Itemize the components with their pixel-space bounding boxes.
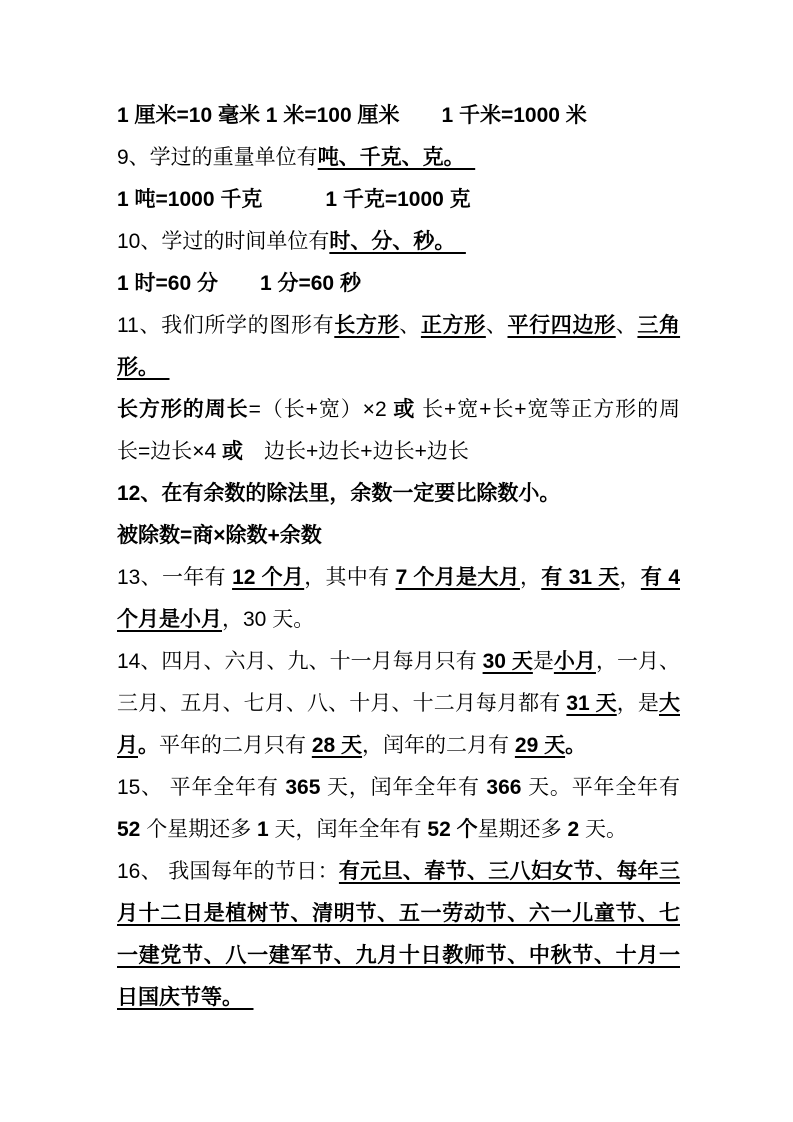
text-run: 13、一年有: [117, 566, 233, 589]
text-run: 日国庆节等。: [117, 986, 254, 1009]
text-run: ，30 天。: [222, 608, 315, 631]
text-run: 366: [486, 776, 522, 799]
text-run: 31 天: [566, 692, 617, 715]
text-line: [117, 641, 680, 683]
text-run: 边长+边长+边长+边长: [243, 440, 469, 463]
text-run: 或: [222, 440, 244, 463]
text-line: [117, 179, 680, 221]
text-line: [117, 389, 680, 431]
text-run: 天。: [579, 818, 627, 841]
text-line: [117, 95, 680, 137]
text-run: ，是: [616, 692, 659, 715]
text-run: 7 个月是大月: [395, 566, 520, 589]
text-run: 月: [117, 734, 138, 757]
text-line: [117, 767, 680, 809]
text-run: 星期还多: [477, 818, 568, 841]
text-run: 1 厘米=10 毫米 1 米=100 厘米 1 千米=1000 米: [117, 104, 587, 127]
text-run: 9、学过的重量单位有: [117, 146, 318, 169]
text-run: 长+宽+长+宽等正方形的周: [415, 398, 681, 421]
text-run: 长方形: [334, 314, 400, 337]
text-line: [117, 851, 680, 893]
text-run: 长=边长×4: [117, 440, 223, 463]
text-run: 形。: [117, 356, 170, 379]
text-run: 365: [285, 776, 321, 799]
text-line: [117, 599, 680, 641]
text-run: ，闰年的二月有: [362, 734, 515, 757]
text-run: 是: [532, 650, 554, 673]
text-run: 一建党节、八一建军节、九月十日教师节、中秋节、十月一: [117, 944, 680, 967]
text-run: 个星期还多: [140, 818, 258, 841]
text-run: 被除数=商×除数+余数: [117, 524, 322, 547]
text-run: 或: [393, 398, 416, 421]
text-line: [117, 137, 680, 179]
text-line: [117, 809, 680, 851]
text-line: [117, 557, 680, 599]
text-run: 月十二日是植树节、清明节、五一劳动节、六一儿童节、七: [117, 902, 680, 925]
text-run: 、: [485, 314, 508, 337]
text-run: 12 个月: [232, 566, 305, 589]
text-run: 有 31 天: [541, 566, 620, 589]
text-line: [117, 725, 680, 767]
text-line: [117, 977, 680, 1019]
text-run: 长方形的周长: [117, 398, 249, 421]
text-run: 28 天: [311, 734, 363, 757]
text-run: 16、 我国每年的节日：: [117, 860, 339, 883]
text-run: 平行四边形: [507, 314, 616, 337]
text-run: 天，闰年全年有: [268, 818, 428, 841]
text-run: 吨、千克、克。: [317, 146, 476, 169]
text-run: 11、我们所学的图形有: [117, 314, 335, 337]
text-run: 三月、五月、七月、八、十月、十二月每月都有: [117, 692, 567, 715]
text-run: 个月是小月: [117, 608, 222, 631]
text-line: [117, 305, 680, 347]
text-run: 天，闰年全年有: [320, 776, 487, 799]
text-run: 1 时=60 分 1 分=60 秒: [117, 272, 361, 295]
text-run: 小月: [553, 650, 596, 673]
text-run: 2: [567, 818, 580, 841]
document-body: [117, 95, 680, 1019]
text-run: 12、在有余数的除法里，余数一定要比除数小。: [117, 482, 561, 505]
text-line: [117, 683, 680, 725]
text-run: 。: [138, 734, 159, 757]
text-run: 时、分、秒。: [329, 230, 466, 253]
text-run: 1 吨=1000 千克 1 千克=1000 克: [117, 188, 471, 211]
text-run: 天。平年全年有: [521, 776, 680, 799]
text-line: [117, 893, 680, 935]
text-run: =（长+宽）×2: [248, 398, 394, 421]
text-run: 1: [257, 818, 269, 841]
text-line: [117, 221, 680, 263]
text-run: 30 天: [482, 650, 533, 673]
text-line: [117, 263, 680, 305]
text-run: ，一月、: [595, 650, 681, 673]
text-run: 三角: [637, 314, 681, 337]
text-run: 29 天: [514, 734, 566, 757]
text-run: 有元旦、春节、三八妇女节、每年三: [338, 860, 680, 883]
text-run: 、: [615, 314, 638, 337]
text-run: 10、学过的时间单位有: [117, 230, 330, 253]
text-run: ，: [619, 566, 641, 589]
text-line: [117, 515, 680, 557]
text-line: [117, 347, 680, 389]
text-run: 正方形: [420, 314, 486, 337]
text-run: 15、 平年全年有: [117, 776, 286, 799]
text-run: 52 个: [427, 818, 478, 841]
text-line: [117, 473, 680, 515]
text-run: 有 4: [640, 566, 680, 589]
text-run: 、: [399, 314, 421, 337]
text-run: 大: [659, 692, 680, 715]
text-run: 14、四月、六月、九、十一月每月只有: [117, 650, 483, 673]
text-line: [117, 935, 680, 977]
text-run: 。: [565, 734, 587, 757]
text-run: 平年的二月只有: [159, 734, 312, 757]
text-run: ，其中有: [304, 566, 396, 589]
text-run: ，: [519, 566, 542, 589]
text-line: [117, 431, 680, 473]
text-run: 52: [117, 818, 141, 841]
